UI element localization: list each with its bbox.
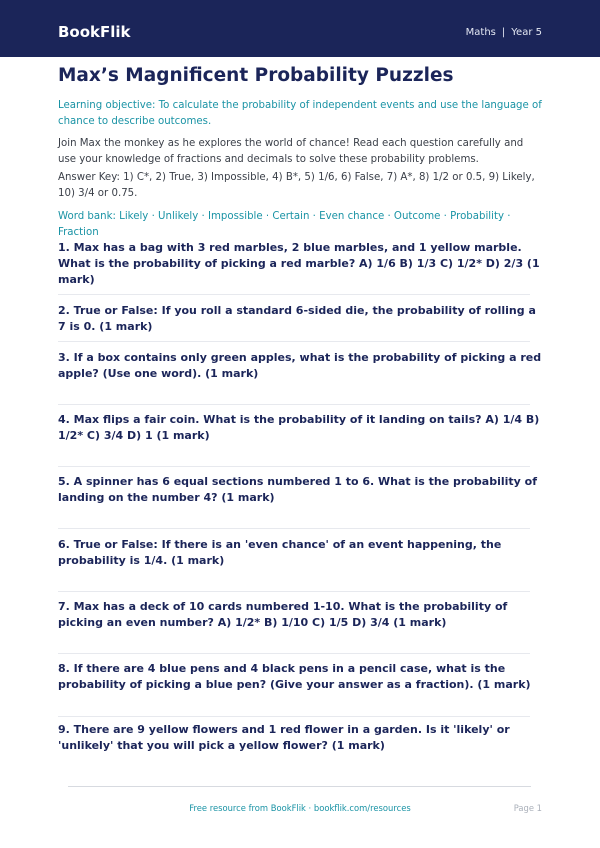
answer-line-6[interactable] [58,591,530,592]
answer-key: Answer Key: 1) C*, 2) True, 3) Impossible, 4) B*, 5) 1/6, 6) False, 7) A*, 8) 1/2 or 0.5, 9) Likely, 10) 3/4 or 0.75. [58,172,535,199]
question-3: 3. If a box contains only green apples, what is the probability of picking a red apple? (Use one word). (1 mark) [58,351,542,380]
brand-logo: BookFlik [58,23,131,41]
question-1: 1. Max has a bag with 3 red marbles, 2 blue marbles, and 1 yellow marble. What is the probability of picking a red marble? A) 1/6 B) 1/3 C) 1/2* D) 2/3 (1 mark) [58,241,540,286]
answer-line-4[interactable] [58,466,530,467]
learning-objective: Learning objective: To calculate the probability of independent events and use the language of chance to describe outcomes. [58,100,542,127]
intro-text: Join Max the monkey as he explores the world of chance! Read each question carefully and use your knowledge of fractions and decimals to solve these probability problems. [58,138,524,165]
footer-text: Free resource from BookFlik · bookflik.com/resources [189,803,411,813]
footer-divider [68,786,531,787]
question-4: 4. Max flips a fair coin. What is the probability of it landing on tails? A) 1/4 B) 1/2* C) 3/4 D) 1 (1 mark) [58,413,540,442]
word-bank: Word bank: Likely · Unlikely · Impossible · Certain · Even chance · Outcome · Probability · Fraction [58,211,511,238]
page-title: Max’s Magnificent Probability Puzzles [58,65,454,86]
subject-label: Maths [465,27,496,38]
answer-line-1[interactable] [58,294,530,295]
page-header [0,0,600,57]
question-9: 9. There are 9 yellow flowers and 1 red flower in a garden. Is it 'likely' or 'unlikely' that you will pick a yellow flower? (1 mark) [58,723,510,752]
answer-line-8[interactable] [58,716,530,717]
answer-line-5[interactable] [58,528,530,529]
answer-line-7[interactable] [58,653,530,654]
question-7: 7. Max has a deck of 10 cards numbered 1-10. What is the probability of picking an even number? A) 1/2* B) 1/10 C) 1/5 D) 3/4 (1 mark) [58,600,508,629]
year-label: Year 5 [511,27,542,38]
question-8: 8. If there are 4 blue pens and 4 black pens in a pencil case, what is the probability of picking a blue pen? (Give your answer as a fraction). (1 mark) [58,662,531,691]
page-number: Page 1 [513,803,542,813]
answer-line-2[interactable] [58,341,530,342]
header-separator: | [501,27,506,38]
question-5: 5. A spinner has 6 equal sections numbered 1 to 6. What is the probability of landing on the number 4? (1 mark) [58,475,537,504]
question-2: 2. True or False: If you roll a standard 6-sided die, the probability of rolling a 7 is 0. (1 mark) [58,304,536,333]
answer-line-3[interactable] [58,404,530,405]
header-meta [466,26,542,40]
question-6: 6. True or False: If there is an 'even chance' of an event happening, the probability is 1/4. (1 mark) [58,538,502,567]
